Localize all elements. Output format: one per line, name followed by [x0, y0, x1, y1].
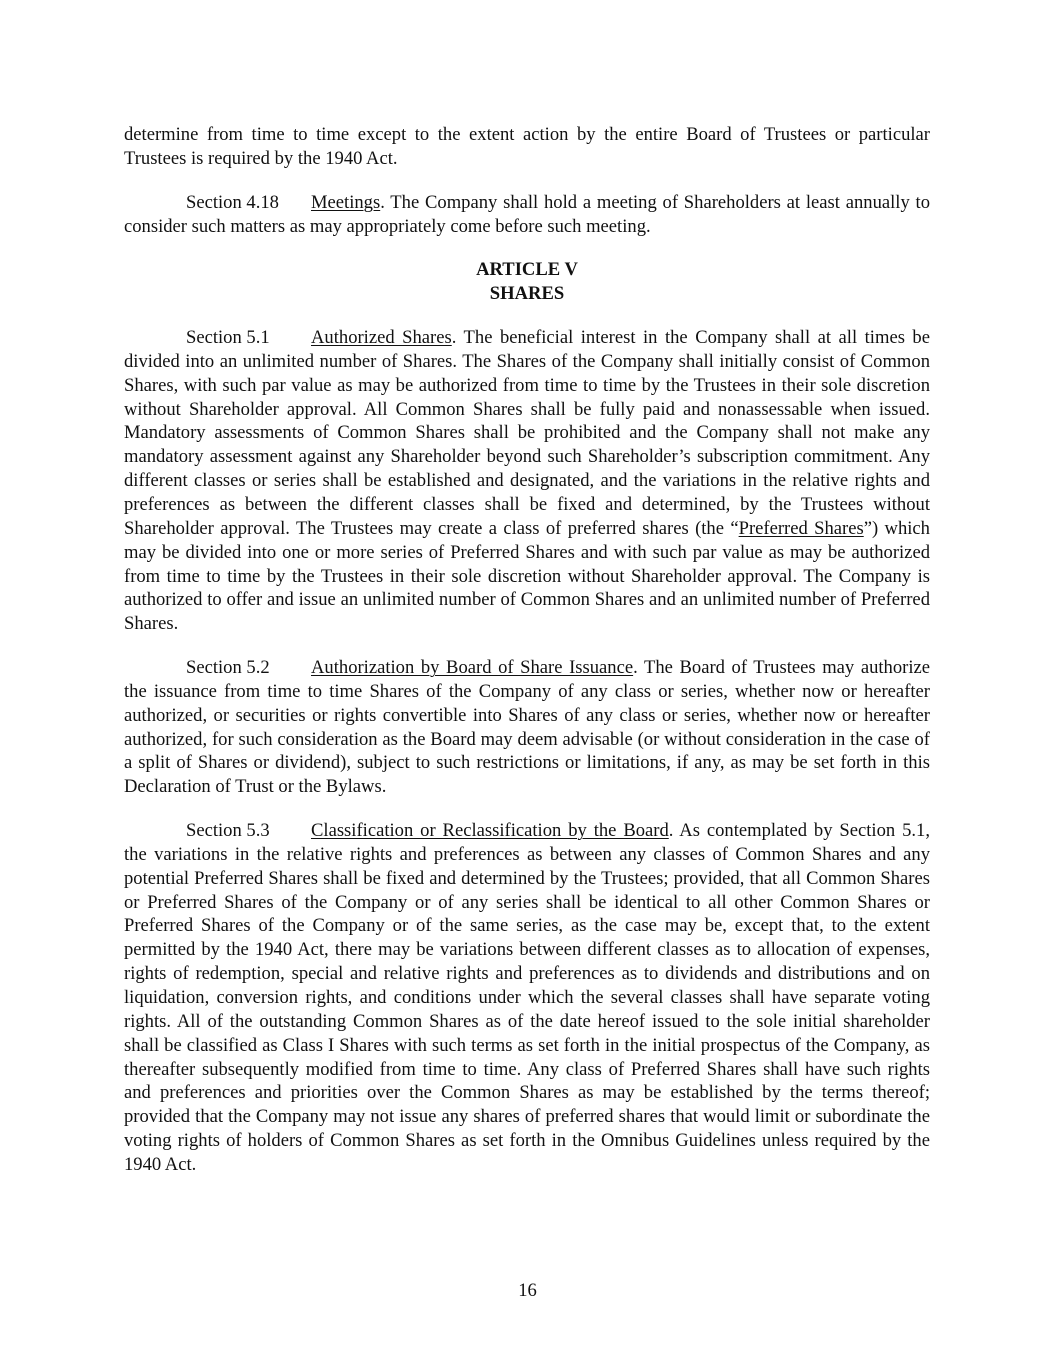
section-number: Section 5.2 — [186, 657, 270, 679]
section-4-18-paragraph — [124, 191, 930, 239]
page-number: 16 — [518, 1280, 537, 1301]
section-number: Section 4.18 — [186, 191, 279, 213]
section-body: . As contemplated by Section 5.1, the variations in the relative rights and preferences as between any classes of Common Shares and any potential Preferred Shares shall be fixed and determined by the Trustees; provided, that all Common Shares or Preferred Shares of the Company or of any series shall be identical to all other Common Shares or Preferred Shares of the Company or of the same series, as the case may be, except that, to the extent permitted by the 1940 Act, there may be variations between different classes as to allocation of expenses, rights of redemption, special and relative rights and preferences as to dividends and distributions and on liquidation, conversion rights, and conditions under which the several classes shall have separate voting rights. All of the outstanding Common Shares as of the date hereof issued to the sole initial shareholder shall be classified as Class I Shares with such terms as set forth in the initial prospectus of the Company, as thereafter subsequently modified from time to time. Any class of Preferred Shares shall have such rights and preferences and priorities over the Common Shares as may be established by the terms thereof; provided that the Company may not issue any shares of preferred shares that would limit or subordinate the voting rights of holders of Common Shares as set forth in the Omnibus Guidelines unless required by the 1940 Act. — [124, 820, 930, 1175]
article-heading-title: SHARES — [489, 283, 565, 305]
section-body: . The Company shall hold a meeting of Shareholders at least annually to consider such matters as may appropriately come before such meeting. — [124, 191, 930, 237]
section-5-2-paragraph — [124, 656, 930, 799]
section-title: Classification or Reclassification by the Board — [311, 820, 669, 842]
section-number: Section 5.3 — [186, 820, 270, 842]
paragraph-spacer — [124, 799, 930, 819]
section-5-1-paragraph — [124, 326, 930, 636]
section-body: ”) which may be divided into one or more series of Preferred Shares and with such par value as may be authorized from time to time by the Trustees in their sole discretion without Shareholder approval. The Company is authorized to offer and issue an unlimited number of Common Shares and an unlimited number of Preferred Shares. — [124, 517, 930, 635]
section-number: Section 5.1 — [186, 327, 270, 349]
defined-term: Preferred Shares — [738, 517, 864, 539]
section-title: Authorization by Board of Share Issuance — [311, 657, 634, 679]
paragraph-spacer — [124, 171, 930, 191]
section-5-3-paragraph — [124, 819, 930, 1177]
paragraph-spacer — [124, 636, 930, 656]
continuation-paragraph: determine from time to time except to the extent action by the entire Board of Trustees or particular Trustees is required by the 1940 Act. — [124, 124, 930, 169]
section-body: . The beneficial interest in the Company shall at all times be divided into an unlimited number of Shares. The Shares of the Company shall initially consist of Common Shares, with such par value as may be authorized from time to time by the Trustees in their sole discretion without Shareholder approval. All Common Shares shall be fully paid and nonassessable when issued. Mandatory assessments of Common Shares shall be prohibited and the Company shall not make any mandatory assessment against any Shareholder beyond such Shareholder’s subscription commitment. Any different classes or series shall be established and designated, and the variations in the relative rights and preferences as between the different classes shall be fixed and determined, by the Trustees without Shareholder approval. The Trustees may create a class of preferred shares (the “ — [124, 327, 930, 539]
article-heading-number: ARTICLE V — [476, 259, 578, 281]
section-body: . The Board of Trustees may authorize the issuance from time to time Shares of the Company of any class or series, whether now or hereafter authorized, or securities or rights convertible into Shares of any class or series, whether now or hereafter authorized, for such consideration as the Board may deem advisable (or without consideration in the case of a split of Shares or dividend), subject to such restrictions or limitations, if any, as may be set forth in this Declaration of Trust or the Bylaws. — [124, 657, 930, 798]
section-title: Authorized Shares — [311, 327, 452, 349]
paragraph-spacer — [124, 306, 930, 326]
section-title: Meetings — [311, 191, 381, 213]
paragraph-spacer — [124, 238, 930, 258]
document-page — [124, 123, 930, 1177]
